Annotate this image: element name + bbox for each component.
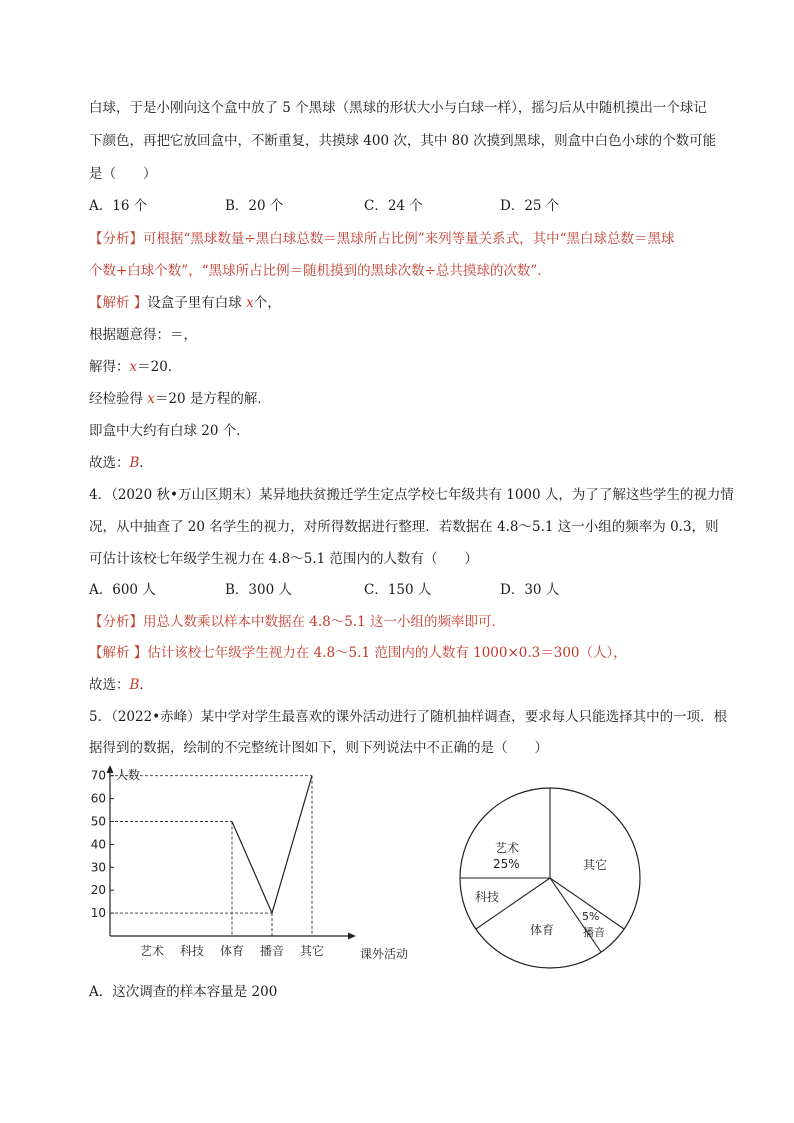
q3-solution-line-2: 根据题意得：＝， — [89, 327, 197, 343]
q3-stem-line-2: 下颜色，再把它放回盒中，不断重复，共摸球 400 次，其中 80 次摸到黑球，则盒中白色小球的个数可能 — [89, 133, 717, 149]
q5-stem-line-1: 5．（2022•赤峰）某中学对学生最喜欢的课外活动进行了随机抽样调查，要求每人只能选择其中的一项．根 — [89, 709, 728, 725]
solution-tag: 【解析 】 — [89, 295, 148, 311]
slice-label-sports: 体育 — [530, 923, 555, 937]
solution-tag: 【解析 】 — [89, 645, 148, 661]
q3-solution-line-3 — [89, 357, 181, 377]
q4-solution — [89, 643, 627, 663]
variable-x: x — [147, 391, 155, 407]
q4-stem-line-3: 可估计该校七年级学生视力在 4.8～5.1 范围内的人数有（ ） — [89, 551, 479, 567]
slice-label-other: 其它 — [583, 858, 608, 872]
q4-stem-line-1: 4．（2020 秋•万山区期末）某异地扶贫搬迁学生定点学校七年级共有 1000 人，为了了解这些学生的视力情 — [89, 487, 734, 503]
x-category-label: 艺术 — [139, 944, 165, 958]
answer-label: 故选： — [89, 677, 130, 693]
q3-stem-line-3: 是（ ） — [89, 166, 157, 182]
y-tick-label: 60 — [90, 791, 106, 806]
solution-text-pre: 设盒子里有白球 — [147, 295, 247, 311]
analysis-text: 可根据“黑球数量÷黑白球总数＝黑球所占比例”来列等量关系式，其中“黑白球总数＝黑球 — [143, 231, 675, 247]
variable-x: x — [246, 295, 254, 311]
analysis-tag: 【分析】 — [89, 231, 143, 247]
x-axis-arrow — [348, 933, 356, 940]
x-category-label: 科技 — [179, 944, 205, 958]
q3-solution-line-5: 即盒中大约有白球 20 个． — [89, 423, 250, 439]
pie-chart — [455, 785, 645, 975]
q4-option-a: A．600 人 — [89, 582, 156, 598]
slice-percent-art: 25% — [493, 857, 520, 871]
analysis-tag: 【分析】 — [89, 614, 143, 630]
q3-analysis-line-1 — [89, 229, 675, 249]
q3-stem-line-1: 白球，于是小刚向这个盒中放了 5 个黑球（黑球的形状大小与白球一样），摇匀后从中随机摸出一个球记 — [89, 100, 707, 116]
slice-label-art: 艺术 — [495, 841, 520, 855]
q3-solution-line-1 — [89, 293, 281, 313]
y-tick-label: 10 — [90, 906, 106, 921]
q4-option-c: C．150 人 — [364, 582, 432, 598]
verify-label: 经检验得 — [89, 391, 148, 407]
slice-label-tech: 科技 — [475, 890, 500, 904]
slice-percent-broadcast: 5% — [582, 910, 600, 923]
solution-text: 估计该校七年级学生视力在 4.8～5.1 范围内的人数有 1000×0.3＝300（人）， — [147, 645, 627, 661]
q4-option-b: B．300 人 — [225, 582, 292, 598]
answer-label: 故选： — [89, 455, 130, 471]
q3-option-d: D．25 个 — [500, 198, 560, 214]
q4-answer — [89, 675, 153, 695]
y-tick-label: 70 — [90, 768, 106, 783]
answer-end: ． — [139, 677, 153, 693]
solve-result: ＝20． — [137, 359, 182, 375]
y-tick-label: 40 — [90, 837, 106, 852]
series-line — [232, 776, 312, 913]
q4-option-d: D．30 人 — [500, 582, 560, 598]
q3-solution-line-4 — [89, 389, 271, 409]
slice-label-broadcast: 播音 — [583, 926, 605, 939]
q3-option-b: B．20 个 — [225, 198, 284, 214]
q3-answer — [89, 453, 153, 473]
solve-label: 解得： — [89, 359, 130, 375]
q5-stem-line-2: 据得到的数据，绘制的不完整统计图如下，则下列说法中不正确的是（ ） — [89, 740, 548, 756]
q5-option-a: A．这次调查的样本容量是 200 — [89, 984, 278, 1000]
x-category-label: 体育 — [219, 944, 245, 958]
q3-option-c: C．24 个 — [364, 198, 423, 214]
q4-analysis — [89, 612, 505, 632]
x-category-label: 播音 — [259, 944, 285, 958]
y-axis-arrow — [107, 765, 114, 773]
y-tick-label: 30 — [90, 860, 106, 875]
variable-x: x — [129, 359, 138, 375]
y-tick-label: 50 — [90, 814, 106, 829]
answer-letter: B — [129, 455, 140, 471]
y-axis-label: 人数 — [116, 768, 141, 782]
x-axis-label: 课外活动 — [360, 947, 409, 961]
answer-end: ． — [139, 455, 153, 471]
q3-analysis-line-2: 个数+白球个数”，“黑球所占比例＝随机摸到的黑球次数÷总共摸球的次数”． — [89, 263, 551, 279]
solution-text-post: 个， — [253, 295, 281, 311]
answer-letter: B — [129, 677, 140, 693]
q4-stem-line-2: 况，从中抽查了 20 名学生的视力，对所得数据进行整理．若数据在 4.8～5.1 这一小组的频率为 0.3，则 — [89, 519, 719, 535]
verify-result: ＝20 是方程的解． — [154, 391, 271, 407]
q3-option-a: A．16 个 — [89, 198, 148, 214]
analysis-text: 用总人数乘以样本中数据在 4.8～5.1 这一小组的频率即可． — [143, 614, 506, 630]
x-category-label: 其它 — [299, 944, 325, 958]
line-chart — [88, 762, 428, 972]
y-tick-label: 20 — [90, 883, 106, 898]
